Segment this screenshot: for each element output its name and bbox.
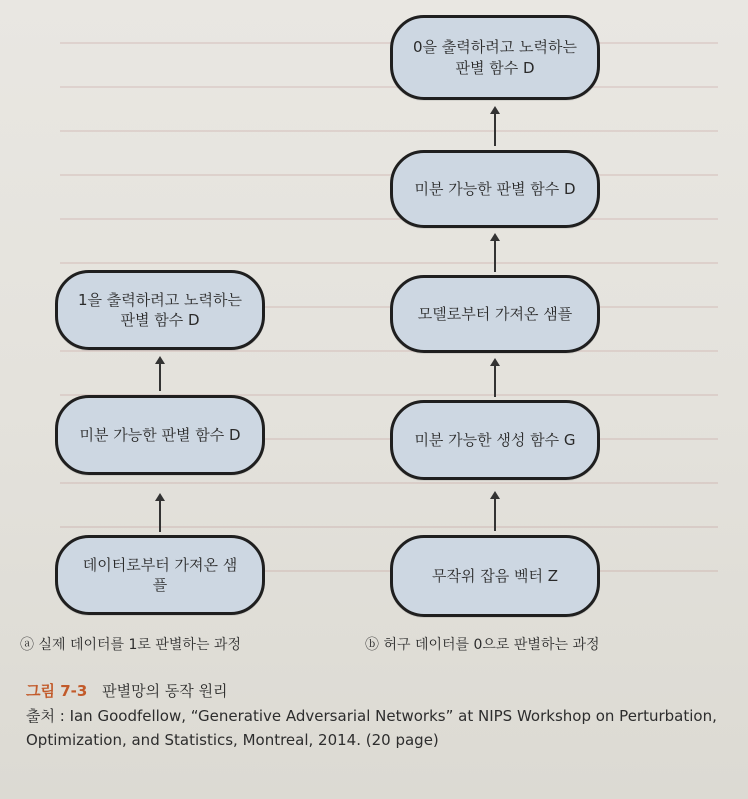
- figure-number: 그림 7-3: [26, 682, 88, 700]
- arrow-right-2: [494, 240, 496, 272]
- arrow-right-1: [494, 113, 496, 146]
- right-node-differentiable-discriminator: 미분 가능한 판별 함수 D: [390, 150, 600, 228]
- right-node-discriminator-output-0: 0을 출력하려고 노력하는 판별 함수 D: [390, 15, 600, 100]
- figure-title: 판별망의 동작 원리: [102, 682, 228, 700]
- left-node-differentiable-discriminator: 미분 가능한 판별 함수 D: [55, 395, 265, 475]
- figure-source: 출처 : Ian Goodfellow, “Generative Adversarial Networks” at NIPS Workshop on Perturbation, Optimization, and Statistics, Montreal, 2014. (20 page): [26, 707, 717, 749]
- left-node-discriminator-output-1: 1을 출력하려고 노력하는 판별 함수 D: [55, 270, 265, 350]
- left-node-data-sample: 데이터로부터 가져온 샘플: [55, 535, 265, 615]
- right-node-random-noise: 무작위 잡음 벡터 Z: [390, 535, 600, 617]
- right-caption-marker: ⓑ: [365, 637, 379, 653]
- right-caption-text: 허구 데이터를 0으로 판별하는 과정: [383, 637, 600, 653]
- right-caption: [365, 634, 600, 654]
- arrow-left-2: [159, 500, 161, 532]
- left-caption: [20, 634, 241, 654]
- arrow-right-4: [494, 498, 496, 531]
- arrow-left-1: [159, 363, 161, 391]
- arrow-right-3: [494, 365, 496, 397]
- left-caption-marker: ⓐ: [20, 637, 34, 653]
- figure-caption: [26, 680, 228, 701]
- left-caption-text: 실제 데이터를 1로 판별하는 과정: [38, 637, 241, 653]
- right-node-model-sample: 모델로부터 가져온 샘플: [390, 275, 600, 353]
- right-node-differentiable-generator: 미분 가능한 생성 함수 G: [390, 400, 600, 480]
